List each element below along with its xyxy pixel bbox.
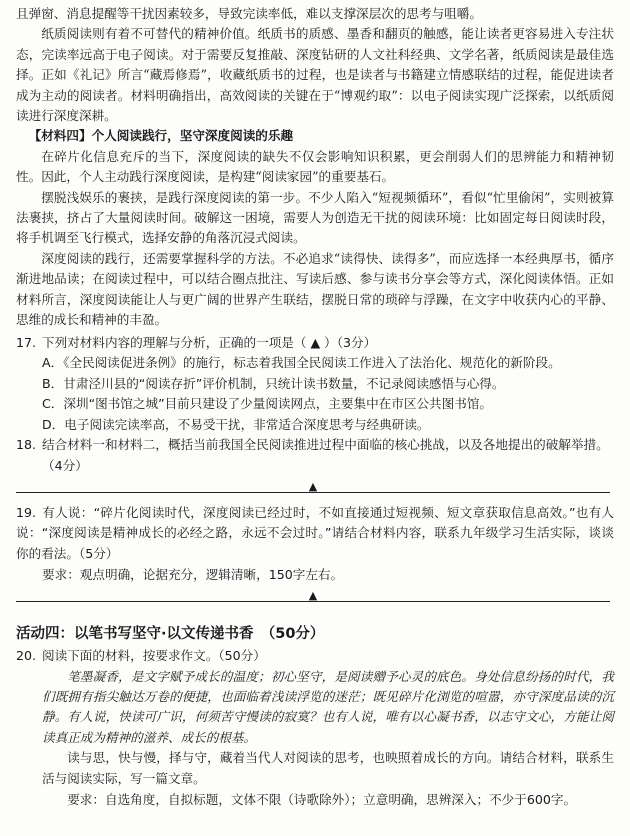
option-d[interactable]: D．电子阅读完读率高，不易受干扰，非常适合深度思考与经典研读。 [42,416,430,432]
essay-material: 笔墨凝香，是文字赋予成长的温度；初心坚守，是阅读赠予心灵的底色。身处信息纷扬的时代，我们既拥有指尖触达万卷的便捷，也面临着浅读浮览的迷茫；既见碎片化浏览的喧嚣，亦守深度品读的沉静。有人说，快读可广识，何须苦守慢读的寂寞？也有人说，唯有以心凝书香，以志守文心，方能让阅读真正成为精神的滋养、成长的根基。 [42,668,614,745]
question-number: 20. [16,647,37,663]
answer-triangle-icon: ▲ [308,479,318,493]
option-a[interactable]: A．《全民阅读促进条例》的施行，标志着我国全民阅读工作进入了法治化、规范化的新阶段。 [42,355,561,371]
question-stem: 结合材料一和材料二，概括当前我国全民阅读推进过程中面临的核心挑战，以及各地提出的破解举措。 [42,436,609,452]
essay-prompt: 读与思，快与慢，择与守，藏着当代人对阅读的思考，也映照着成长的方向。请结合材料，联系生活与阅读实际，写一篇文章。 [42,750,614,786]
question-19 [16,503,614,565]
question-number: 17. [16,334,37,350]
question-17 [16,333,614,354]
question-score: （4分） [42,457,88,473]
material4-paragraph: 摆脱浅娱乐的裹挟，是践行深度阅读的第一步。不少人陷入“短视频循环”，看似“忙里偷闲”，实则被算法裹挟，挤占了大量阅读时间。破解这一困境，需要人为创造无干扰的阅读环境：比如固定每日阅读时段，将手机调至飞行模式，选择安静的角落沉浸式阅读。 [16,189,614,246]
question-number: 19. [16,504,37,520]
essay-requirement: 要求：自选角度，自拟标题，文体不限（诗歌除外）；立意明确，思辨深入；不少于600字。 [67,791,577,807]
material4-paragraph: 深度阅读的践行，还需要掌握科学的方法。不必追求“读得快、读得多”，而应选择一本经典厚书，循序渐进地品读；在阅读过程中，可以结合圈点批注、写读后感、参与读书分享会等方式，深化阅读体悟。正如材料所言，深度阅读能让人与更广阔的世界产生联结，摆脱日常的琐碎与浮躁，在文字中收获内心的平静、思维的成长和精神的丰盈。 [16,250,614,328]
question-18 [16,435,614,456]
question-20 [16,646,614,667]
option-c[interactable]: C．深圳“图书馆之城”目前只建设了少量阅读网点，主要集中在市区公共图书馆。 [42,396,493,412]
question-stem: 下列对材料内容的理解与分析，正确的一项是（ ▲ ）（3分） [42,334,377,350]
answer-triangle-icon: ▲ [308,588,318,602]
activity-4-title: 活动四：以笔书写坚守·以文传递书香 （50分） [16,625,325,642]
material4-title: 【材料四】个人阅读践行，坚守深度阅读的乐趣 [28,128,294,144]
question-stem: 有人说：“碎片化阅读时代，深度阅读已经过时，不如直接通过短视频、短文章获取信息高效。”也有人说：“深度阅读是精神成长的必经之路，永远不会过时。”请结合材料内容，联系九年级学习生活实际，谈谈你的看法。（5分） [16,504,614,562]
answer-line[interactable] [16,586,610,608]
material3-paragraph-paper-reading: 纸质阅读则有着不可替代的精神价值。纸质书的质感、墨香和翻页的触感，能让读者更容易进入专注状态，完读率远高于电子阅读。对于需要反复推敲、深度钻研的人文社科经典、文学名著，纸质阅读是最佳选择。正如《礼记》所言“藏焉修焉”，收藏纸质书的过程，也是读者与书籍建立情感联结的过程，能促进读者成为主动的阅读者。材料明确指出，高效阅读的关键在于“博观约取”：以电子阅读实现广泛探索，以纸质阅读进行深度深耕。 [16,26,614,124]
option-b[interactable]: B．甘肃泾川县的“阅读存折”评价机制，只统计读书数量，不记录阅读感悟与心得。 [42,375,505,391]
question-number: 18. [16,436,37,452]
material4-paragraph: 在碎片化信息充斥的当下，深度阅读的缺失不仅会影响知识积累，更会削弱人们的思辨能力和精神韧性。因此，个人主动践行深度阅读，是构建“阅读家园”的重要基石。 [16,148,614,185]
question-stem: 阅读下面的材料，按要求作文。（50分） [42,647,266,663]
material3-paragraph-tail: 且弹窗、消息提醒等干扰因素较多，导致完读率低，难以支撑深层次的思考与咀嚼。 [16,6,482,21]
answer-line[interactable] [16,477,610,499]
question-requirement: 要求：观点明确，论据充分，逻辑清晰，150字左右。 [42,566,344,582]
